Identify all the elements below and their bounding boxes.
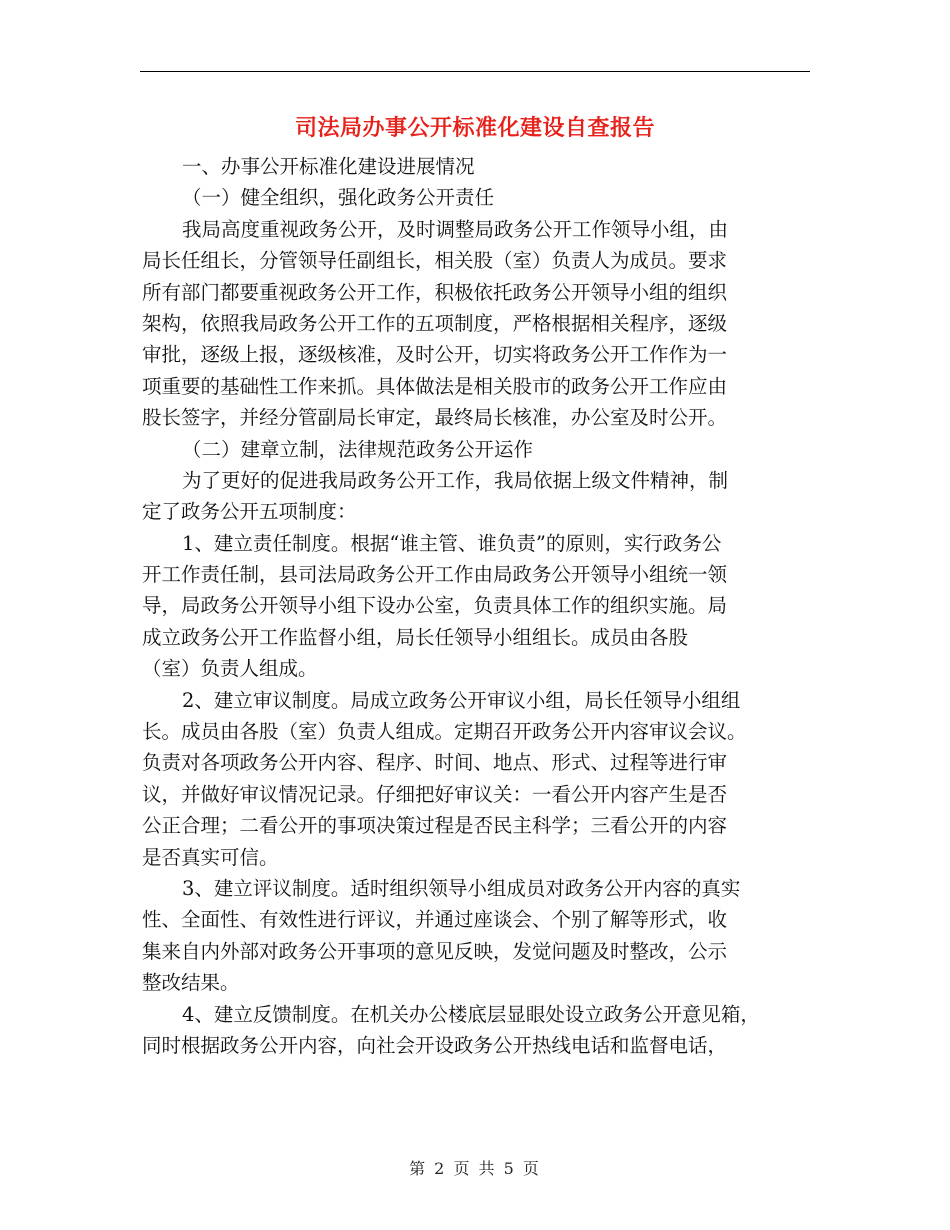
paragraph-line: 所有部门都要重视政务公开工作，积极依托政务公开领导小组的组织: [142, 280, 728, 304]
paragraph-line: 整改结果。: [142, 971, 240, 995]
paragraph-line: 集来自内外部对政务公开事项的意见反映，发觉问题及时整改，公示: [142, 939, 728, 963]
document-title: 司法局办事公开标准化建设自查报告: [294, 115, 655, 141]
paragraph-line: 审批，逐级上报，逐级核准，及时公开，切实将政务公开工作作为一: [142, 343, 728, 367]
paragraph-line: 导，局政务公开领导小组下设办公室，负责具体工作的组织实施。局: [142, 594, 728, 618]
paragraph-line: 股长签字，并经分管副局长审定，最终局长核准，办公室及时公开。: [142, 406, 728, 430]
paragraph-line: 性、全面性、有效性进行评议，并通过座谈会、个别了解等形式，收: [142, 908, 728, 932]
subsection-heading-1: （一）健全组织，强化政务公开责任: [182, 186, 495, 210]
subsection-heading-2: （二）建章立制，法律规范政务公开运作: [182, 437, 534, 461]
paragraph-line: 架构，依照我局政务公开工作的五项制度，严格根据相关程序，逐级: [142, 311, 728, 335]
page-number-footer: 第 2 页 共 5 页: [409, 1159, 541, 1178]
section-heading-1: 一、办事公开标准化建设进展情况: [182, 155, 475, 178]
document-body: [142, 151, 822, 1061]
paragraph-line: 局长任组长，分管领导任副组长，相关股（室）负责人为成员。要求: [142, 249, 728, 273]
paragraph-line: 负责对各项政务公开内容、程序、时间、地点、形式、过程等进行审: [142, 751, 728, 775]
paragraph-line: 4、建立反馈制度。在机关办公楼底层显眼处设立政务公开意见箱，: [182, 1002, 760, 1026]
paragraph-line: 为了更好的促进我局政务公开工作，我局依据上级文件精神，制: [182, 468, 729, 492]
paragraph-line: 3、建立评议制度。适时组织领导小组成员对政务公开内容的真实: [182, 876, 741, 900]
paragraph-line: 我局高度重视政务公开，及时调整局政务公开工作领导小组，由: [182, 217, 729, 241]
header-rule: [140, 71, 810, 72]
paragraph-line: 公正合理；二看公开的事项决策过程是否民主科学；三看公开的内容: [142, 814, 728, 838]
paragraph-line: 定了政务公开五项制度：: [142, 500, 357, 524]
paragraph-line: 议，并做好审议情况记录。仔细把好审议关：一看公开内容产生是否: [142, 782, 728, 806]
paragraph-line: 1、建立责任制度。根据“谁主管、谁负责”的原则，实行政务公: [182, 531, 722, 555]
paragraph-line: 长。成员由各股（室）负责人组成。定期召开政务公开内容审议会议。: [142, 720, 747, 744]
paragraph-line: 成立政务公开工作监督小组，局长任领导小组组长。成员由各股: [142, 625, 689, 649]
paragraph-line: 开工作责任制，县司法局政务公开工作由局政务公开领导小组统一领: [142, 563, 728, 587]
paragraph-line: 同时根据政务公开内容，向社会开设政务公开热线电话和监督电话，: [142, 1033, 728, 1057]
paragraph-line: 2、建立审议制度。局成立政务公开审议小组，局长任领导小组组: [182, 688, 741, 712]
paragraph-line: （室）负责人组成。: [142, 657, 318, 681]
paragraph-line: 项重要的基础性工作来抓。具体做法是相关股市的政务公开工作应由: [142, 374, 728, 398]
paragraph-line: 是否真实可信。: [142, 845, 279, 869]
